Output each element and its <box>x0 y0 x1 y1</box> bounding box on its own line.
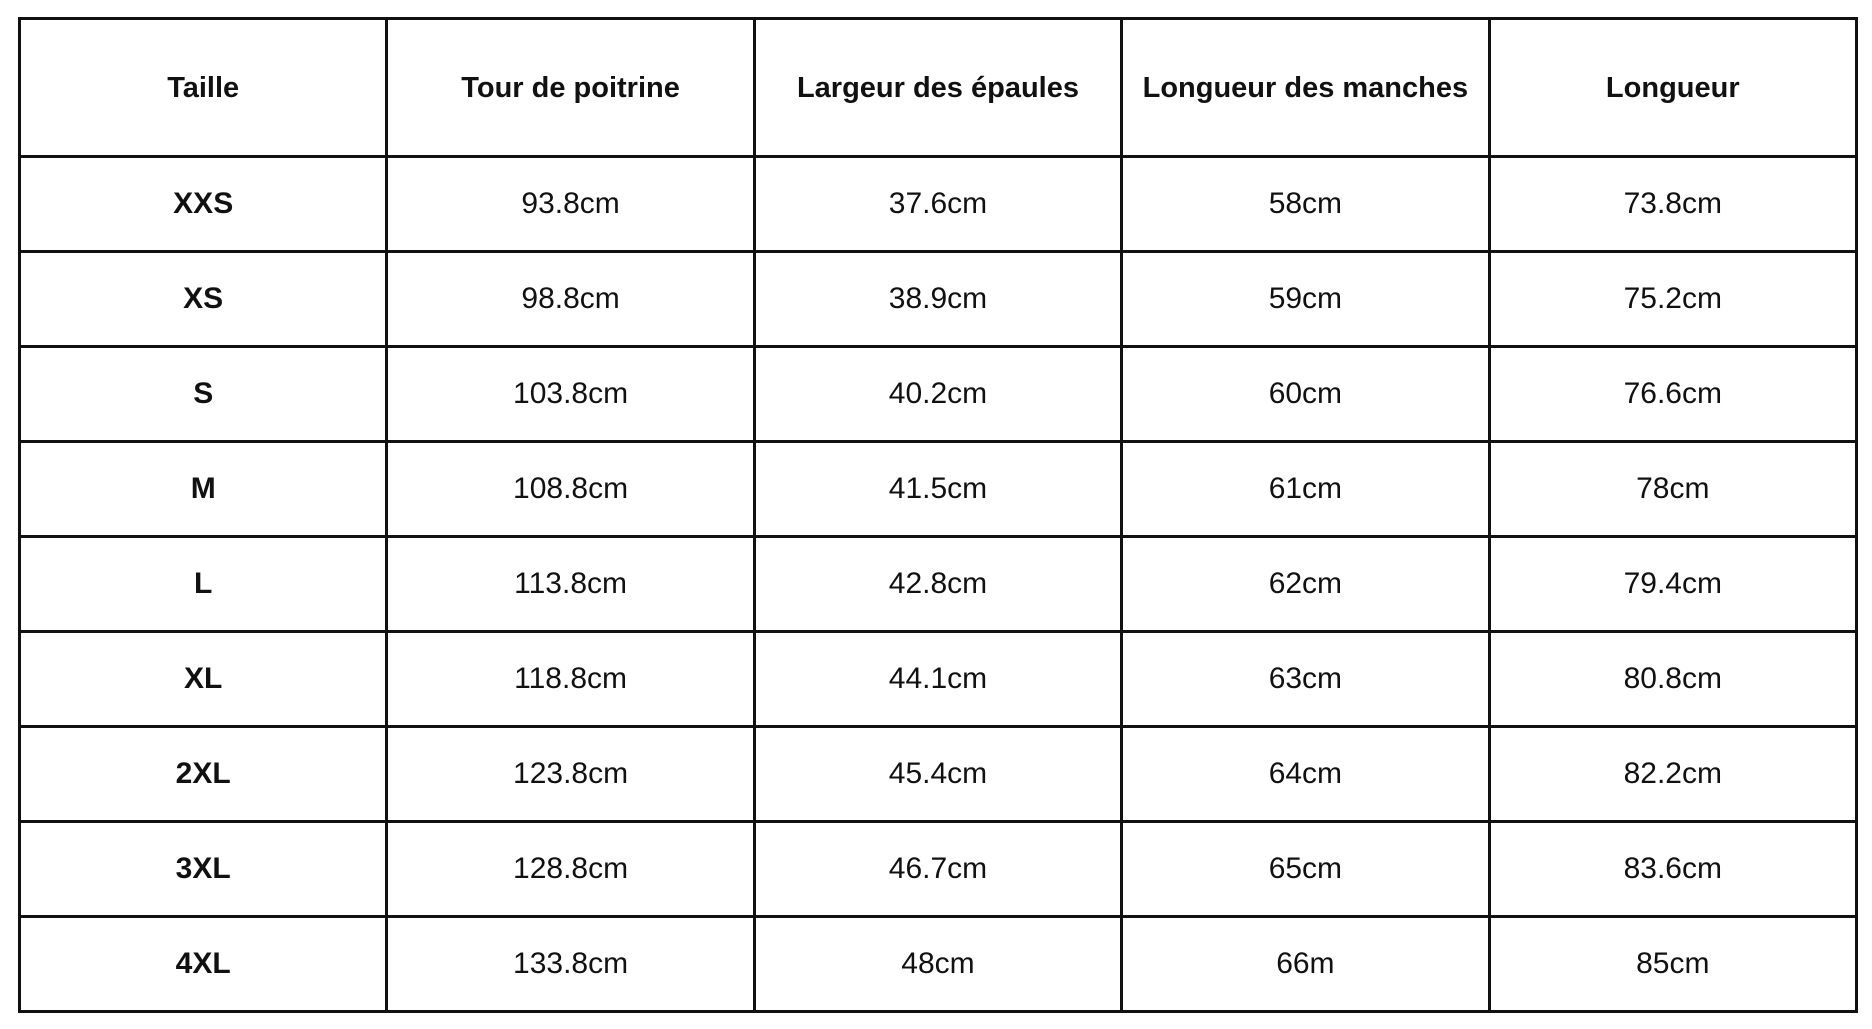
column-header-chest: Tour de poitrine <box>387 19 754 157</box>
table-row <box>20 157 1857 252</box>
size-cell: L <box>20 537 387 632</box>
length-cell: 79.4cm <box>1489 537 1856 632</box>
table-row <box>20 537 1857 632</box>
size-cell: 3XL <box>20 822 387 917</box>
column-header-length: Longueur <box>1489 19 1856 157</box>
size-cell: 4XL <box>20 917 387 1012</box>
size-cell: 2XL <box>20 727 387 822</box>
length-cell: 76.6cm <box>1489 347 1856 442</box>
length-cell: 75.2cm <box>1489 252 1856 347</box>
length-cell: 78cm <box>1489 442 1856 537</box>
size-cell: XS <box>20 252 387 347</box>
table-body <box>20 157 1857 1012</box>
table-row <box>20 252 1857 347</box>
size-cell: XL <box>20 632 387 727</box>
chest-cell: 128.8cm <box>387 822 754 917</box>
chest-cell: 93.8cm <box>387 157 754 252</box>
sleeve-length-cell: 62cm <box>1122 537 1489 632</box>
column-header-shoulder-width: Largeur des épaules <box>754 19 1121 157</box>
length-cell: 85cm <box>1489 917 1856 1012</box>
shoulder-width-cell: 41.5cm <box>754 442 1121 537</box>
shoulder-width-cell: 37.6cm <box>754 157 1121 252</box>
shoulder-width-cell: 40.2cm <box>754 347 1121 442</box>
chest-cell: 123.8cm <box>387 727 754 822</box>
size-cell: S <box>20 347 387 442</box>
sleeve-length-cell: 60cm <box>1122 347 1489 442</box>
length-cell: 73.8cm <box>1489 157 1856 252</box>
shoulder-width-cell: 45.4cm <box>754 727 1121 822</box>
sleeve-length-cell: 66m <box>1122 917 1489 1012</box>
table-row <box>20 632 1857 727</box>
column-header-size: Taille <box>20 19 387 157</box>
length-cell: 80.8cm <box>1489 632 1856 727</box>
chest-cell: 103.8cm <box>387 347 754 442</box>
sleeve-length-cell: 65cm <box>1122 822 1489 917</box>
sleeve-length-cell: 59cm <box>1122 252 1489 347</box>
table-row <box>20 347 1857 442</box>
shoulder-width-cell: 48cm <box>754 917 1121 1012</box>
shoulder-width-cell: 38.9cm <box>754 252 1121 347</box>
size-cell: XXS <box>20 157 387 252</box>
size-cell: M <box>20 442 387 537</box>
shoulder-width-cell: 42.8cm <box>754 537 1121 632</box>
length-cell: 82.2cm <box>1489 727 1856 822</box>
table-row <box>20 917 1857 1012</box>
table-header <box>20 19 1857 157</box>
chest-cell: 133.8cm <box>387 917 754 1012</box>
sleeve-length-cell: 61cm <box>1122 442 1489 537</box>
table-row <box>20 442 1857 537</box>
chest-cell: 118.8cm <box>387 632 754 727</box>
chest-cell: 98.8cm <box>387 252 754 347</box>
sleeve-length-cell: 64cm <box>1122 727 1489 822</box>
sleeve-length-cell: 63cm <box>1122 632 1489 727</box>
sleeve-length-cell: 58cm <box>1122 157 1489 252</box>
column-header-sleeve-length: Longueur des manches <box>1122 19 1489 157</box>
shoulder-width-cell: 44.1cm <box>754 632 1121 727</box>
size-chart-table <box>18 17 1858 1013</box>
header-row <box>20 19 1857 157</box>
chest-cell: 113.8cm <box>387 537 754 632</box>
table-row <box>20 727 1857 822</box>
chest-cell: 108.8cm <box>387 442 754 537</box>
shoulder-width-cell: 46.7cm <box>754 822 1121 917</box>
table-row <box>20 822 1857 917</box>
length-cell: 83.6cm <box>1489 822 1856 917</box>
